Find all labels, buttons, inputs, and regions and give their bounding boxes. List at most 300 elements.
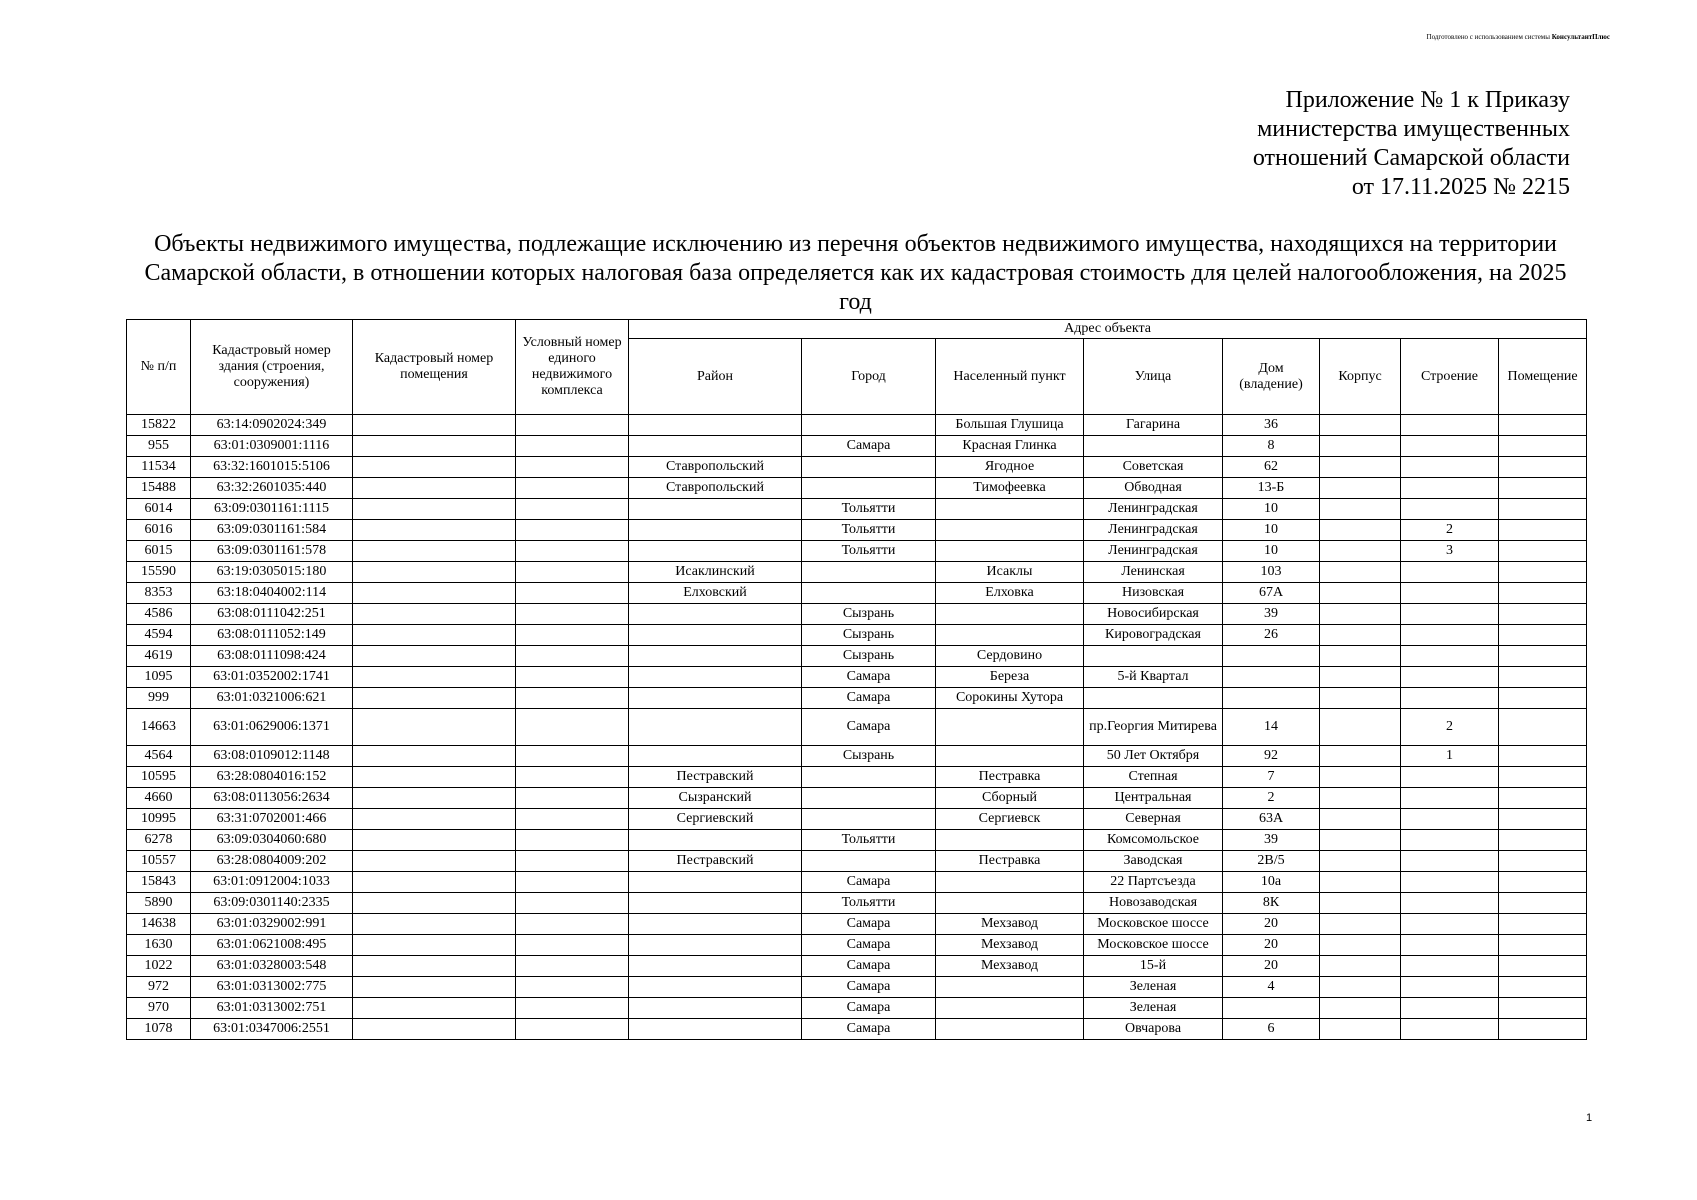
cell-locality [936, 977, 1084, 998]
cell-street: 15-й [1084, 956, 1223, 977]
cell-building-cadastral: 63:09:0304060:680 [191, 830, 353, 851]
cell-building-cadastral: 63:09:0301140:2335 [191, 893, 353, 914]
cell-structure [1401, 583, 1499, 604]
cell-structure [1401, 977, 1499, 998]
cell-room [1499, 415, 1587, 436]
cell-room [1499, 499, 1587, 520]
cell-num: 14663 [127, 709, 191, 746]
cell-building-cadastral: 63:32:2601035:440 [191, 478, 353, 499]
cell-num: 999 [127, 688, 191, 709]
table-row [127, 1019, 1587, 1040]
cell-premise-cadastral [353, 977, 516, 998]
cell-num: 6278 [127, 830, 191, 851]
cell-city: Сызрань [802, 625, 936, 646]
cell-locality [936, 520, 1084, 541]
cell-structure: 2 [1401, 520, 1499, 541]
cell-room [1499, 478, 1587, 499]
table-row [127, 956, 1587, 977]
cell-complex-number [516, 788, 629, 809]
cell-locality: Красная Глинка [936, 436, 1084, 457]
cell-premise-cadastral [353, 625, 516, 646]
cell-complex-number [516, 998, 629, 1019]
cell-street: Московское шоссе [1084, 914, 1223, 935]
cell-house: 10 [1223, 499, 1320, 520]
cell-street: Гагарина [1084, 415, 1223, 436]
cell-house: 26 [1223, 625, 1320, 646]
cell-block [1320, 688, 1401, 709]
cell-num: 1630 [127, 935, 191, 956]
cell-block [1320, 520, 1401, 541]
cell-block [1320, 541, 1401, 562]
cell-locality [936, 893, 1084, 914]
cell-building-cadastral: 63:08:0113056:2634 [191, 788, 353, 809]
cell-city: Сызрань [802, 604, 936, 625]
cell-street: Овчарова [1084, 1019, 1223, 1040]
cell-room [1499, 872, 1587, 893]
cell-city: Сызрань [802, 646, 936, 667]
cell-city: Самара [802, 872, 936, 893]
cell-room [1499, 746, 1587, 767]
cell-complex-number [516, 851, 629, 872]
cell-locality [936, 1019, 1084, 1040]
cell-complex-number [516, 667, 629, 688]
cell-num: 10995 [127, 809, 191, 830]
cell-block [1320, 1019, 1401, 1040]
cell-house: 20 [1223, 914, 1320, 935]
cell-premise-cadastral [353, 893, 516, 914]
table-row [127, 746, 1587, 767]
cell-block [1320, 914, 1401, 935]
cell-house: 10 [1223, 520, 1320, 541]
table-row [127, 935, 1587, 956]
cell-house: 103 [1223, 562, 1320, 583]
cell-structure [1401, 688, 1499, 709]
cell-district [629, 977, 802, 998]
table-row [127, 457, 1587, 478]
objects-table [126, 319, 1587, 1040]
cell-num: 4564 [127, 746, 191, 767]
cell-room [1499, 767, 1587, 788]
table-row [127, 809, 1587, 830]
cell-structure [1401, 872, 1499, 893]
cell-city: Самара [802, 935, 936, 956]
cell-premise-cadastral [353, 998, 516, 1019]
cell-district [629, 709, 802, 746]
cell-building-cadastral: 63:01:0621008:495 [191, 935, 353, 956]
cell-structure [1401, 998, 1499, 1019]
cell-block [1320, 709, 1401, 746]
table-row [127, 562, 1587, 583]
cell-num: 4586 [127, 604, 191, 625]
cell-street: пр.Георгия Митирева [1084, 709, 1223, 746]
cell-district [629, 625, 802, 646]
cell-room [1499, 709, 1587, 746]
cell-building-cadastral: 63:01:0912004:1033 [191, 872, 353, 893]
cell-city [802, 809, 936, 830]
cell-house [1223, 667, 1320, 688]
cell-locality: Пестравка [936, 767, 1084, 788]
cell-complex-number [516, 457, 629, 478]
cell-premise-cadastral [353, 415, 516, 436]
cell-block [1320, 893, 1401, 914]
cell-street [1084, 688, 1223, 709]
cell-locality: Мехзавод [936, 914, 1084, 935]
appendix-line: Приложение № 1 к Приказу [1285, 87, 1570, 113]
cell-district [629, 830, 802, 851]
cell-building-cadastral: 63:18:0404002:114 [191, 583, 353, 604]
cell-block [1320, 809, 1401, 830]
cell-num: 10595 [127, 767, 191, 788]
header-room: Помещение [1499, 339, 1587, 415]
cell-locality [936, 604, 1084, 625]
cell-premise-cadastral [353, 851, 516, 872]
cell-locality: Мехзавод [936, 956, 1084, 977]
cell-num: 6016 [127, 520, 191, 541]
table-row [127, 583, 1587, 604]
cell-district: Елховский [629, 583, 802, 604]
cell-room [1499, 562, 1587, 583]
cell-premise-cadastral [353, 746, 516, 767]
cell-street: Зеленая [1084, 977, 1223, 998]
cell-structure [1401, 499, 1499, 520]
cell-complex-number [516, 520, 629, 541]
cell-num: 15843 [127, 872, 191, 893]
cell-num: 955 [127, 436, 191, 457]
cell-district [629, 956, 802, 977]
cell-complex-number [516, 583, 629, 604]
cell-block [1320, 436, 1401, 457]
cell-room [1499, 977, 1587, 998]
cell-street: Советская [1084, 457, 1223, 478]
header-house: Дом (владение) [1223, 339, 1320, 415]
cell-building-cadastral: 63:01:0347006:2551 [191, 1019, 353, 1040]
cell-house: 2В/5 [1223, 851, 1320, 872]
cell-premise-cadastral [353, 1019, 516, 1040]
cell-city [802, 851, 936, 872]
cell-building-cadastral: 63:01:0309001:1116 [191, 436, 353, 457]
cell-complex-number [516, 709, 629, 746]
header-premise-cadastral: Кадастровый номер помещения [353, 320, 516, 415]
cell-complex-number [516, 956, 629, 977]
cell-building-cadastral: 63:09:0301161:578 [191, 541, 353, 562]
cell-building-cadastral: 63:09:0301161:1115 [191, 499, 353, 520]
cell-block [1320, 604, 1401, 625]
cell-complex-number [516, 893, 629, 914]
consultant-note [1300, 33, 1610, 41]
cell-district: Сергиевский [629, 809, 802, 830]
cell-complex-number [516, 541, 629, 562]
table-row [127, 977, 1587, 998]
cell-premise-cadastral [353, 562, 516, 583]
cell-block [1320, 415, 1401, 436]
cell-locality [936, 625, 1084, 646]
cell-house: 20 [1223, 935, 1320, 956]
cell-room [1499, 604, 1587, 625]
header-num: № п/п [127, 320, 191, 415]
cell-complex-number [516, 688, 629, 709]
cell-city: Самара [802, 688, 936, 709]
cell-premise-cadastral [353, 478, 516, 499]
cell-building-cadastral: 63:01:0313002:775 [191, 977, 353, 998]
cell-street [1084, 436, 1223, 457]
cell-locality [936, 998, 1084, 1019]
cell-premise-cadastral [353, 809, 516, 830]
cell-room [1499, 914, 1587, 935]
cell-premise-cadastral [353, 709, 516, 746]
cell-district [629, 688, 802, 709]
cell-room [1499, 851, 1587, 872]
cell-district [629, 646, 802, 667]
cell-num: 14638 [127, 914, 191, 935]
cell-complex-number [516, 625, 629, 646]
cell-structure: 2 [1401, 709, 1499, 746]
cell-complex-number [516, 935, 629, 956]
cell-num: 15590 [127, 562, 191, 583]
cell-house: 36 [1223, 415, 1320, 436]
cell-complex-number [516, 809, 629, 830]
cell-house: 63А [1223, 809, 1320, 830]
page-number: 1 [1586, 1112, 1593, 1124]
cell-district [629, 1019, 802, 1040]
cell-building-cadastral: 63:28:0804016:152 [191, 767, 353, 788]
cell-house: 92 [1223, 746, 1320, 767]
cell-room [1499, 935, 1587, 956]
cell-street: Заводская [1084, 851, 1223, 872]
table-row [127, 830, 1587, 851]
cell-locality: Береза [936, 667, 1084, 688]
cell-complex-number [516, 1019, 629, 1040]
cell-block [1320, 499, 1401, 520]
cell-street: 22 Партсъезда [1084, 872, 1223, 893]
cell-complex-number [516, 767, 629, 788]
appendix-line: от 17.11.2025 № 2215 [1351, 174, 1570, 200]
table-row [127, 709, 1587, 746]
cell-room [1499, 583, 1587, 604]
cell-building-cadastral: 63:08:0111052:149 [191, 625, 353, 646]
cell-street: Ленинградская [1084, 499, 1223, 520]
cell-block [1320, 746, 1401, 767]
cell-room [1499, 541, 1587, 562]
cell-block [1320, 667, 1401, 688]
cell-locality: Ягодное [936, 457, 1084, 478]
cell-premise-cadastral [353, 872, 516, 893]
cell-street: Зеленая [1084, 998, 1223, 1019]
cell-city: Самара [802, 667, 936, 688]
cell-locality [936, 746, 1084, 767]
cell-complex-number [516, 746, 629, 767]
cell-house: 8К [1223, 893, 1320, 914]
header-block: Корпус [1320, 339, 1401, 415]
cell-complex-number [516, 646, 629, 667]
table-row [127, 893, 1587, 914]
cell-city: Самара [802, 998, 936, 1019]
cell-num: 6014 [127, 499, 191, 520]
cell-block [1320, 583, 1401, 604]
cell-num: 6015 [127, 541, 191, 562]
cell-room [1499, 956, 1587, 977]
cell-street: 50 Лет Октября [1084, 746, 1223, 767]
cell-block [1320, 872, 1401, 893]
appendix-line: министерства имущественных [1257, 116, 1570, 142]
cell-room [1499, 788, 1587, 809]
table-row [127, 851, 1587, 872]
table-row [127, 998, 1587, 1019]
cell-district [629, 604, 802, 625]
consultant-note-prefix: Подготовлено с использованием системы [1426, 33, 1550, 41]
cell-locality: Большая Глушица [936, 415, 1084, 436]
cell-block [1320, 851, 1401, 872]
cell-district [629, 436, 802, 457]
cell-locality [936, 709, 1084, 746]
cell-district [629, 746, 802, 767]
cell-block [1320, 956, 1401, 977]
cell-structure [1401, 415, 1499, 436]
cell-street: Ленинградская [1084, 541, 1223, 562]
cell-num: 972 [127, 977, 191, 998]
cell-building-cadastral: 63:31:0702001:466 [191, 809, 353, 830]
cell-complex-number [516, 415, 629, 436]
cell-room [1499, 520, 1587, 541]
cell-street: Московское шоссе [1084, 935, 1223, 956]
cell-city: Самара [802, 436, 936, 457]
cell-house: 14 [1223, 709, 1320, 746]
cell-house: 7 [1223, 767, 1320, 788]
cell-premise-cadastral [353, 788, 516, 809]
cell-street: Ленинская [1084, 562, 1223, 583]
cell-district [629, 998, 802, 1019]
cell-structure [1401, 851, 1499, 872]
cell-num: 15488 [127, 478, 191, 499]
cell-num: 11534 [127, 457, 191, 478]
cell-room [1499, 830, 1587, 851]
cell-building-cadastral: 63:01:0352002:1741 [191, 667, 353, 688]
cell-room [1499, 688, 1587, 709]
cell-street [1084, 646, 1223, 667]
cell-house: 20 [1223, 956, 1320, 977]
cell-city: Самара [802, 914, 936, 935]
cell-structure [1401, 646, 1499, 667]
cell-premise-cadastral [353, 583, 516, 604]
cell-house: 62 [1223, 457, 1320, 478]
cell-room [1499, 893, 1587, 914]
table-row [127, 478, 1587, 499]
cell-room [1499, 1019, 1587, 1040]
table-row [127, 625, 1587, 646]
cell-street: Новосибирская [1084, 604, 1223, 625]
cell-structure [1401, 478, 1499, 499]
table-row [127, 767, 1587, 788]
cell-premise-cadastral [353, 688, 516, 709]
cell-room [1499, 809, 1587, 830]
cell-room [1499, 436, 1587, 457]
cell-premise-cadastral [353, 914, 516, 935]
cell-premise-cadastral [353, 604, 516, 625]
cell-structure [1401, 667, 1499, 688]
cell-house: 67А [1223, 583, 1320, 604]
cell-street: Северная [1084, 809, 1223, 830]
cell-city: Тольятти [802, 830, 936, 851]
cell-room [1499, 625, 1587, 646]
cell-building-cadastral: 63:01:0313002:751 [191, 998, 353, 1019]
cell-district [629, 893, 802, 914]
table-row [127, 914, 1587, 935]
cell-city: Тольятти [802, 499, 936, 520]
cell-structure [1401, 788, 1499, 809]
cell-structure [1401, 604, 1499, 625]
cell-house: 10 [1223, 541, 1320, 562]
cell-house: 10а [1223, 872, 1320, 893]
table-row [127, 541, 1587, 562]
table-row [127, 436, 1587, 457]
cell-num: 1022 [127, 956, 191, 977]
cell-house: 8 [1223, 436, 1320, 457]
table-row [127, 667, 1587, 688]
cell-street: Низовская [1084, 583, 1223, 604]
cell-district [629, 541, 802, 562]
cell-block [1320, 767, 1401, 788]
cell-house: 4 [1223, 977, 1320, 998]
cell-complex-number [516, 604, 629, 625]
cell-district: Сызранский [629, 788, 802, 809]
cell-city: Сызрань [802, 746, 936, 767]
cell-city: Тольятти [802, 893, 936, 914]
cell-complex-number [516, 499, 629, 520]
table-row [127, 646, 1587, 667]
cell-num: 4594 [127, 625, 191, 646]
header-street: Улица [1084, 339, 1223, 415]
cell-street: Степная [1084, 767, 1223, 788]
cell-district [629, 935, 802, 956]
cell-premise-cadastral [353, 956, 516, 977]
cell-district [629, 415, 802, 436]
cell-complex-number [516, 977, 629, 998]
cell-room [1499, 998, 1587, 1019]
table-row [127, 788, 1587, 809]
cell-street: Ленинградская [1084, 520, 1223, 541]
cell-premise-cadastral [353, 830, 516, 851]
cell-premise-cadastral [353, 520, 516, 541]
cell-building-cadastral: 63:19:0305015:180 [191, 562, 353, 583]
cell-district: Ставропольский [629, 478, 802, 499]
cell-block [1320, 830, 1401, 851]
cell-structure [1401, 1019, 1499, 1040]
cell-num: 15822 [127, 415, 191, 436]
objects-table-body [127, 415, 1587, 1040]
cell-structure [1401, 893, 1499, 914]
cell-block [1320, 625, 1401, 646]
cell-structure [1401, 436, 1499, 457]
cell-building-cadastral: 63:08:0109012:1148 [191, 746, 353, 767]
cell-building-cadastral: 63:01:0328003:548 [191, 956, 353, 977]
cell-district: Исаклинский [629, 562, 802, 583]
cell-premise-cadastral [353, 935, 516, 956]
cell-city [802, 562, 936, 583]
cell-block [1320, 457, 1401, 478]
cell-building-cadastral: 63:32:1601015:5106 [191, 457, 353, 478]
cell-building-cadastral: 63:28:0804009:202 [191, 851, 353, 872]
cell-block [1320, 788, 1401, 809]
cell-street: Новозаводская [1084, 893, 1223, 914]
cell-complex-number [516, 872, 629, 893]
cell-locality: Исаклы [936, 562, 1084, 583]
cell-city [802, 457, 936, 478]
cell-room [1499, 646, 1587, 667]
cell-num: 8353 [127, 583, 191, 604]
cell-structure [1401, 457, 1499, 478]
cell-premise-cadastral [353, 436, 516, 457]
cell-street: 5-й Квартал [1084, 667, 1223, 688]
cell-street: Обводная [1084, 478, 1223, 499]
